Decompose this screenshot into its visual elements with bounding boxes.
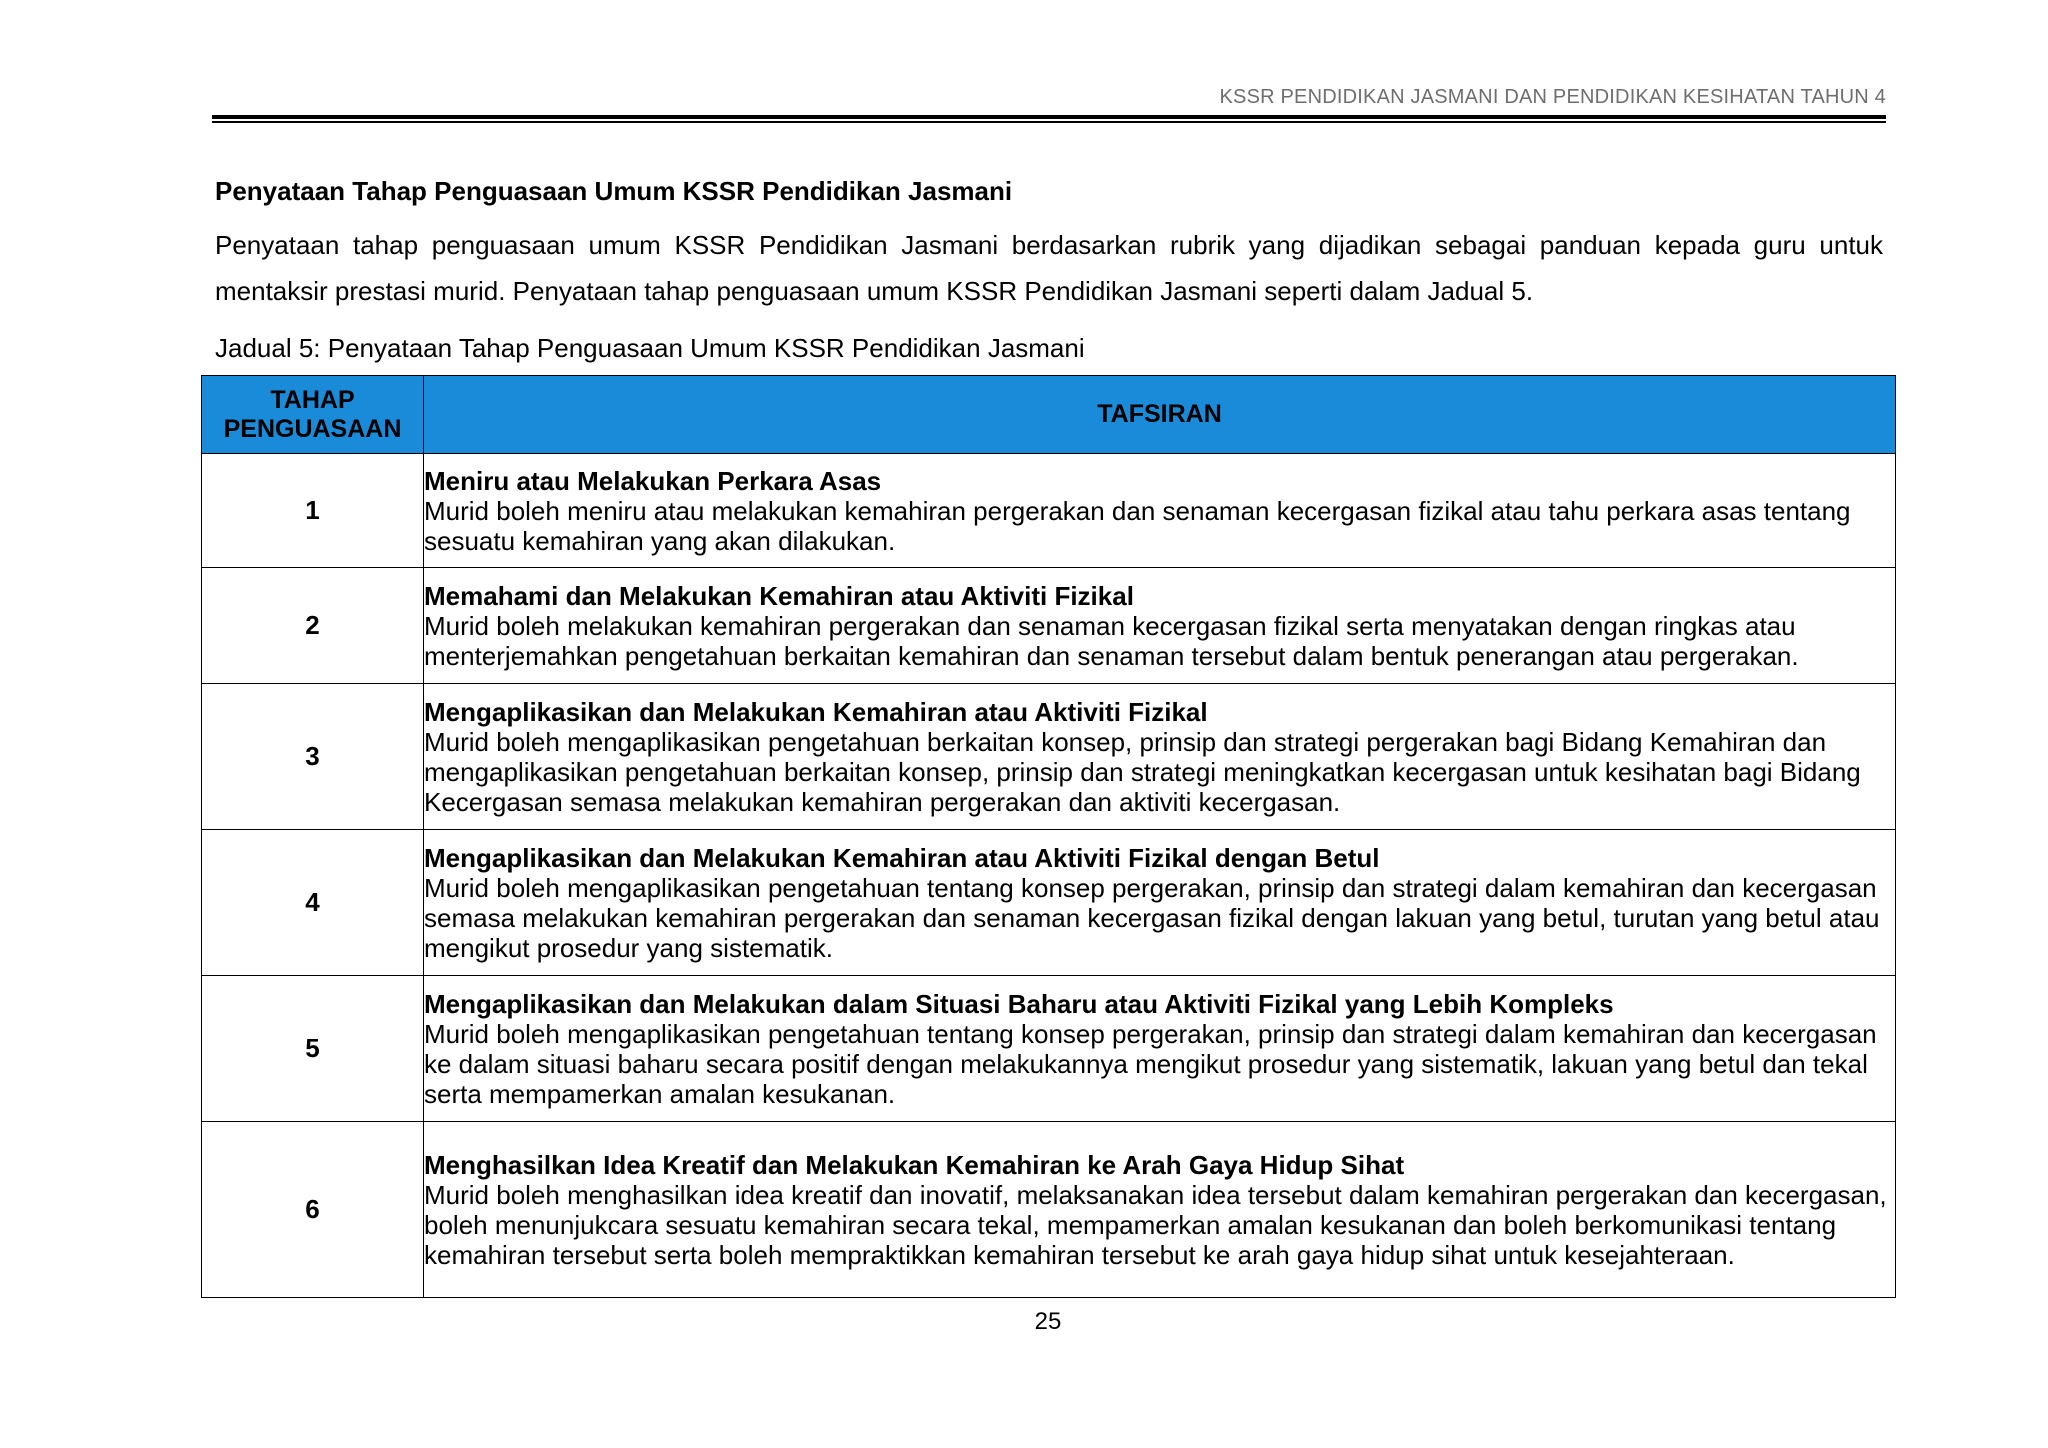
description-body: Murid boleh mengaplikasikan pengetahuan tentang konsep pergerakan, prinsip dan strategi dalam kemahiran dan kecergasan ke dalam situasi baharu secara positif dengan melakukannya mengikut prosedur yang sistematik, lakuan yang betul dan tekal serta mempamerkan amalan kesukanan.: [424, 1018, 1877, 1109]
description-title: Memahami dan Melakukan Kemahiran atau Aktiviti Fizikal: [424, 580, 1134, 611]
table-caption: Jadual 5: Penyataan Tahap Penguasaan Umum KSSR Pendidikan Jasmani: [215, 333, 1085, 363]
description-body: Murid boleh meniru atau melakukan kemahiran pergerakan dan senaman kecergasan fizikal atau tahu perkara asas tentang sesuatu kemahiran yang akan dilakukan.: [424, 495, 1851, 556]
table-row: [202, 976, 1896, 1122]
description-cell: [424, 976, 1896, 1122]
section-title: Penyataan Tahap Penguasaan Umum KSSR Pendidikan Jasmani: [215, 176, 1013, 206]
header-rule-thick: [212, 115, 1886, 119]
running-header: KSSR PENDIDIKAN JASMANI DAN PENDIDIKAN KESIHATAN TAHUN 4: [1219, 86, 1886, 108]
level-cell: 2: [202, 568, 424, 684]
description-cell: [424, 830, 1896, 976]
level-cell: 4: [202, 830, 424, 976]
description-title: Mengaplikasikan dan Melakukan Kemahiran atau Aktiviti Fizikal dengan Betul: [424, 842, 1380, 873]
table-row: [202, 830, 1896, 976]
column-header-level-line2: PENGUASAAN: [223, 414, 402, 443]
description-cell: [424, 684, 1896, 830]
table-row: [202, 568, 1896, 684]
column-header-description: TAFSIRAN: [424, 376, 1896, 454]
level-cell: 3: [202, 684, 424, 830]
table-row: [202, 684, 1896, 830]
column-header-level-line1: TAHAP: [270, 385, 355, 414]
level-cell: 5: [202, 976, 424, 1122]
table-row: [202, 454, 1896, 568]
description-body: Murid boleh menghasilkan idea kreatif dan inovatif, melaksanakan idea tersebut dalam kemahiran pergerakan dan kecergasan, boleh menunjukcara sesuatu kemahiran secara tekal, mempamerkan amalan kesukanan dan boleh berkomunikasi tentang kemahiran tersebut serta boleh mempraktikkan kemahiran tersebut ke arah gaya hidup sihat untuk kesejahteraan.: [424, 1179, 1887, 1270]
description-title: Mengaplikasikan dan Melakukan Kemahiran atau Aktiviti Fizikal: [424, 696, 1208, 727]
description-body: Murid boleh mengaplikasikan pengetahuan berkaitan konsep, prinsip dan strategi pergerakan bagi Bidang Kemahiran dan mengaplikasikan pengetahuan berkaitan konsep, prinsip dan strategi meningkatkan kecergasan untuk kesihatan bagi Bidang Kecergasan semasa melakukan kemahiran pergerakan dan aktiviti kecergasan.: [424, 726, 1861, 817]
mastery-level-table: [201, 375, 1896, 1298]
description-body: Murid boleh mengaplikasikan pengetahuan tentang konsep pergerakan, prinsip dan strategi dalam kemahiran dan kecergasan semasa melakukan kemahiran pergerakan dan senaman kecergasan fizikal dengan lakuan yang betul, turutan yang betul atau mengikut prosedur yang sistematik.: [424, 872, 1880, 963]
page-number: 25: [1034, 1308, 1062, 1335]
column-header-level: [202, 376, 424, 454]
description-cell: [424, 568, 1896, 684]
description-title: Menghasilkan Idea Kreatif dan Melakukan Kemahiran ke Arah Gaya Hidup Sihat: [424, 1149, 1405, 1180]
description-title: Mengaplikasikan dan Melakukan dalam Situasi Baharu atau Aktiviti Fizikal yang Lebih Kompleks: [424, 988, 1614, 1019]
header-rule-thin: [212, 121, 1886, 123]
intro-paragraph: Penyataan tahap penguasaan umum KSSR Pendidikan Jasmani berdasarkan rubrik yang dijadikan sebagai panduan kepada guru untuk mentaksir prestasi murid. Penyataan tahap penguasaan umum KSSR Pendidikan Jasmani seperti dalam Jadual 5.: [215, 230, 1883, 306]
description-cell: [424, 454, 1896, 568]
description-title: Meniru atau Melakukan Perkara Asas: [424, 465, 882, 496]
table-header-row: [202, 376, 1896, 454]
level-cell: 1: [202, 454, 424, 568]
description-body: Murid boleh melakukan kemahiran pergerakan dan senaman kecergasan fizikal serta menyatakan dengan ringkas atau menterjemahkan pengetahuan berkaitan kemahiran dan senaman tersebut dalam bentuk penerangan atau pergerakan.: [424, 610, 1799, 671]
table-row: [202, 1122, 1896, 1298]
level-cell: 6: [202, 1122, 424, 1298]
description-cell: [424, 1122, 1896, 1298]
